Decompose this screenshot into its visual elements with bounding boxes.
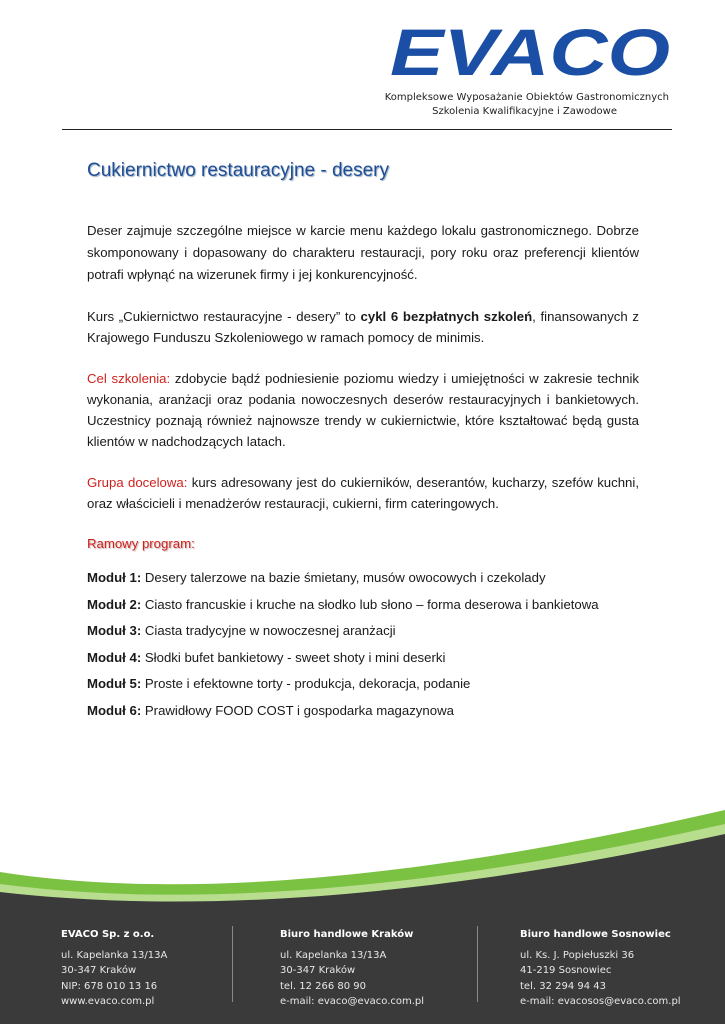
footer-city: 41-219 Sosnowiec — [520, 965, 612, 976]
module-text: Prawidłowy FOOD COST i gospodarka magazynowa — [141, 702, 454, 718]
module-item — [87, 595, 639, 615]
evaco-logo — [388, 22, 672, 80]
module-text: Proste i efektowne torty - produkcja, dekoracja, podanie — [141, 676, 471, 691]
page-header — [0, 0, 725, 135]
goal-label: Cel szkolenia: — [87, 371, 171, 386]
module-label: Moduł 2: — [87, 596, 142, 612]
footer-phone: tel. 12 266 80 90 — [280, 980, 367, 992]
footer-city: 30-347 Kraków — [61, 965, 137, 976]
footer-email-link[interactable]: e-mail: evacosos@evaco.com.pl — [520, 996, 681, 1007]
footer-company-info — [61, 927, 167, 1010]
module-text: Desery talerzowe na bazie śmietany, musów owocowych i czekolady — [141, 570, 546, 585]
course-text-end: , finansowanych z Krajowego Funduszu Szkoleniowego w ramach pomocy de minimis. — [87, 309, 639, 345]
target-group-label: Grupa docelowa: — [87, 475, 188, 490]
module-item — [87, 621, 639, 641]
module-list — [87, 568, 639, 721]
footer-city: 30-347 Kraków — [280, 965, 356, 976]
footer-address: ul. Kapelanka 13/13A — [61, 949, 168, 961]
intro-paragraph: Deser zajmuje szczególne miejsce w karcie menu każdego lokalu gastronomicznego. Dobrze skomponowany i dopasowany do charakteru restauracji, pory roku oraz preferencji klientów potrafi wpłynąć na wizerunek firmy i jej konkurencyjność. — [87, 223, 639, 282]
module-label: Moduł 4: — [87, 649, 142, 665]
module-label: Moduł 5: — [87, 676, 142, 691]
module-label: Moduł 6: — [87, 702, 142, 718]
footer-company-name: EVACO Sp. z o.o. — [61, 929, 155, 940]
footer-nip: NIP: 678 010 13 16 — [61, 980, 158, 992]
footer-website-link[interactable]: www.evaco.com.pl — [61, 996, 155, 1007]
program-heading: Ramowy program: — [87, 536, 195, 551]
footer-krakow-office — [280, 927, 424, 1010]
header-divider — [62, 129, 672, 130]
document-title: Cukiernictwo restauracyjne - desery — [87, 160, 390, 181]
course-paragraph — [87, 306, 639, 348]
goal-text: zdobycie bądź podniesienie poziomu wiedzy i umiejętności w zakresie technik wykonania, aranżacji oraz podania nowoczesnych deserów restauracyjnych i bankietowych. Uczestnicy poznają również najnowsze trendy w cukiernictwie, które kształtować będą gusta klientów w nadchodzących latach. — [87, 371, 640, 449]
course-highlight: cykl 6 bezpłatnych szkoleń — [360, 309, 533, 324]
module-text: Ciasta tradycyjne w nowoczesnej aranżacji — [141, 623, 396, 638]
company-tagline — [385, 91, 669, 119]
module-label: Moduł 1: — [87, 570, 142, 585]
footer-address: ul. Kapelanka 13/13A — [280, 949, 387, 961]
tagline-line-2: Szkolenia Kwalifikacyjne i Zawodowe — [432, 106, 617, 117]
footer-office-name: Biuro handlowe Kraków — [280, 929, 414, 940]
footer-sosnowiec-office — [520, 927, 681, 1010]
footer-office-name: Biuro handlowe Sosnowiec — [520, 929, 671, 940]
tagline-line-1: Kompleksowe Wyposażanie Obiektów Gastronomicznych — [384, 92, 669, 103]
module-text: Ciasto francuskie i kruche na słodko lub słono – forma deserowa i bankietowa — [141, 596, 599, 612]
module-item — [87, 701, 639, 721]
module-item — [87, 648, 639, 668]
course-text-start: Kurs „Cukiernictwo restauracyjne - desery” to — [87, 309, 361, 324]
module-text: Słodki bufet bankietowy - sweet shoty i mini deserki — [141, 649, 446, 665]
target-group-text: kurs adresowany jest do cukierników, deserantów, kucharzy, szefów kuchni, oraz właścicieli i menadżerów restauracji, cukierni, firm cateringowych. — [87, 475, 639, 511]
page-footer — [0, 910, 725, 1024]
footer-divider — [477, 926, 478, 1002]
footer-divider — [232, 926, 233, 1002]
target-group-paragraph — [87, 472, 639, 514]
document-body — [87, 160, 639, 727]
footer-address: ul. Ks. J. Popiełuszki 36 — [520, 949, 635, 961]
goal-paragraph — [87, 368, 639, 452]
module-item — [87, 674, 639, 694]
module-item — [87, 568, 639, 588]
footer-email-link[interactable]: e-mail: evaco@evaco.com.pl — [280, 996, 425, 1007]
footer-phone: tel. 32 294 94 43 — [520, 980, 607, 992]
svg-text:EVACO: EVACO — [390, 22, 670, 80]
module-label: Moduł 3: — [87, 623, 142, 638]
